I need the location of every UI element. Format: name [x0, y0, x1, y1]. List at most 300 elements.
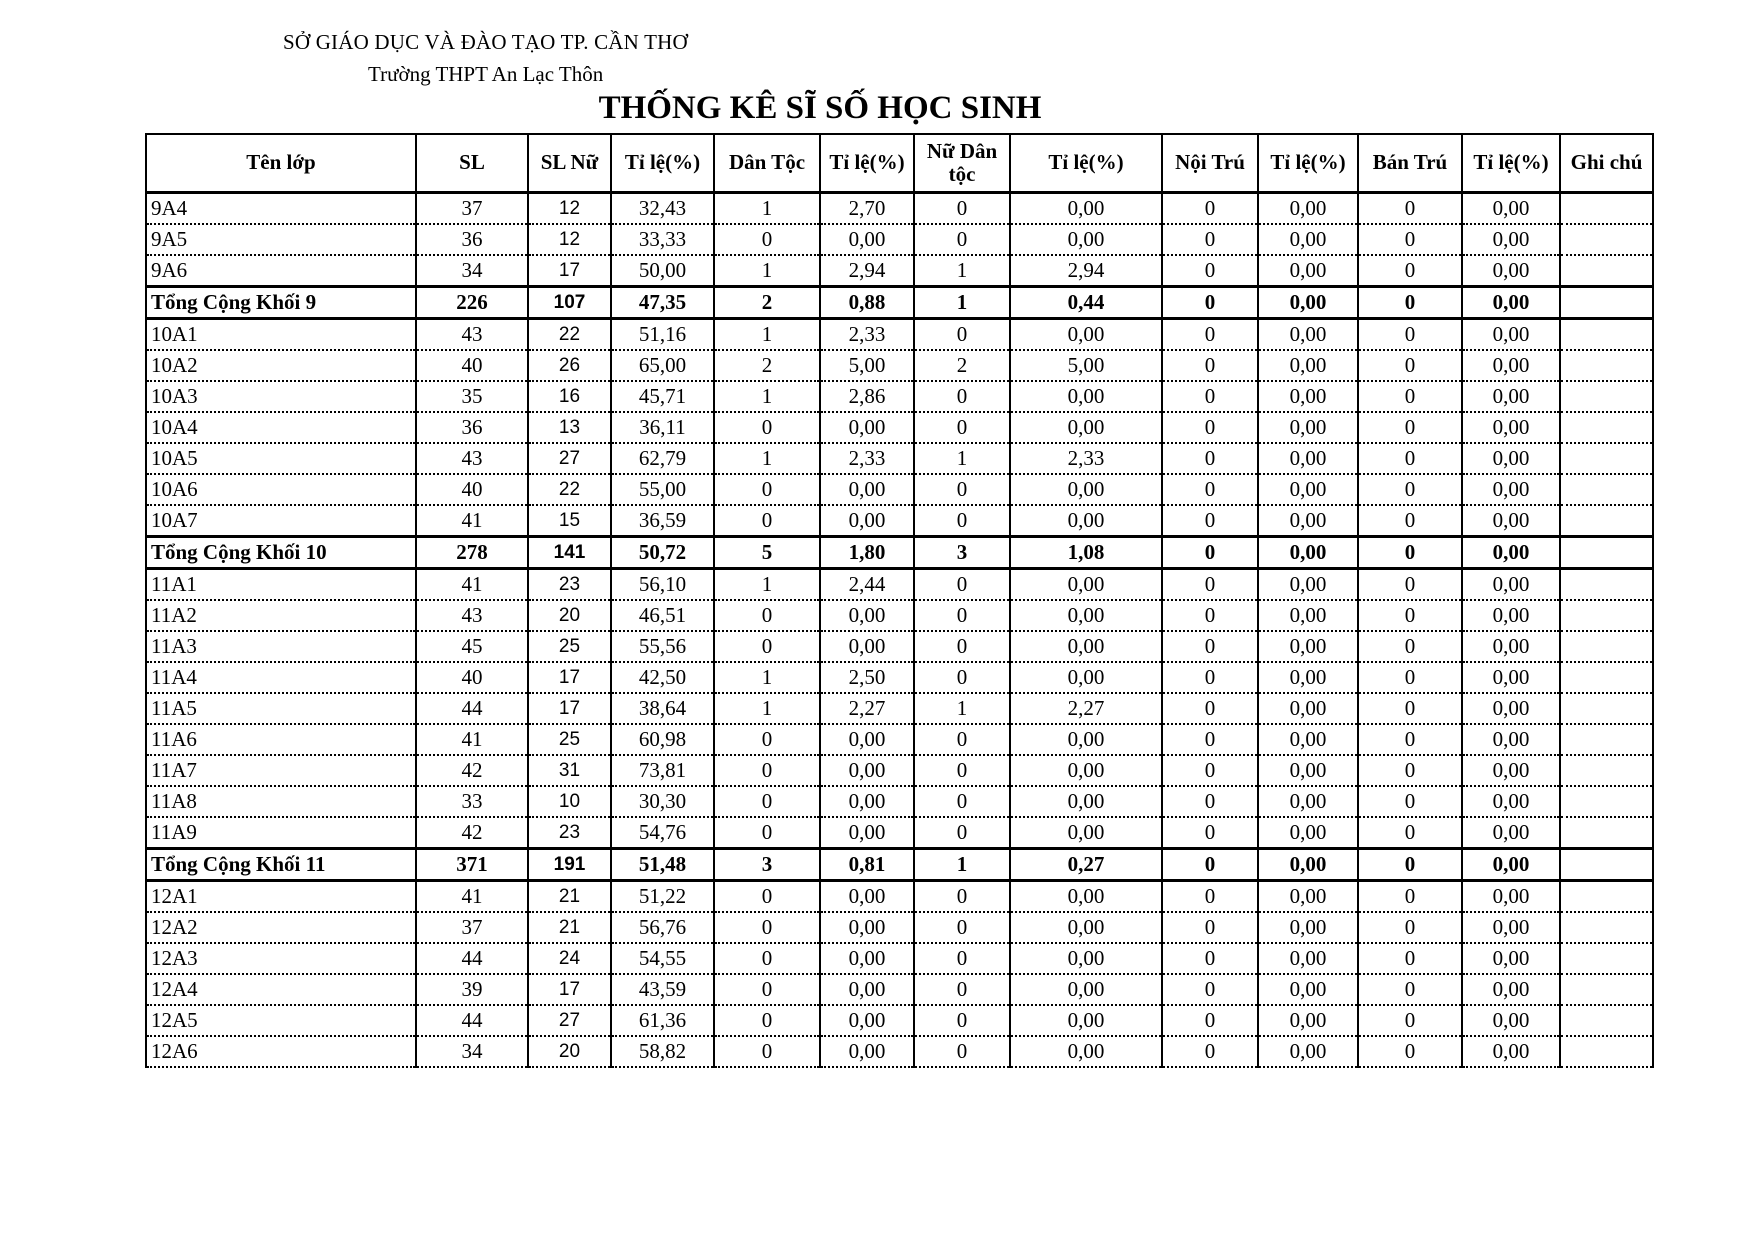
value-cell: 40 — [416, 662, 528, 693]
value-cell: 0,00 — [1462, 474, 1560, 505]
value-cell: 0 — [714, 412, 820, 443]
value-cell: 0,00 — [1258, 817, 1358, 849]
table-row — [146, 319, 1653, 351]
class-name-cell: 11A3 — [146, 631, 416, 662]
total-row — [146, 537, 1653, 569]
value-cell: 0 — [1162, 631, 1258, 662]
value-cell: 0 — [714, 505, 820, 537]
value-cell: 37 — [416, 193, 528, 225]
value-cell: 2,33 — [820, 443, 914, 474]
value-cell: 0 — [1162, 224, 1258, 255]
note-cell — [1560, 600, 1653, 631]
value-cell: 0 — [1162, 193, 1258, 225]
value-cell: 0,00 — [1462, 569, 1560, 601]
table-row — [146, 443, 1653, 474]
value-cell: 0 — [1162, 537, 1258, 569]
class-name-cell: 12A5 — [146, 1005, 416, 1036]
value-cell: 0 — [914, 381, 1010, 412]
value-cell: 0 — [1358, 350, 1462, 381]
value-cell: 0,00 — [1258, 662, 1358, 693]
value-cell: 0,00 — [1258, 193, 1358, 225]
table-row — [146, 693, 1653, 724]
value-cell: 17 — [528, 693, 611, 724]
value-cell: 0,00 — [1258, 255, 1358, 287]
value-cell: 45,71 — [611, 381, 714, 412]
class-name-cell: 10A1 — [146, 319, 416, 351]
value-cell: 27 — [528, 1005, 611, 1036]
value-cell: 0,00 — [1462, 193, 1560, 225]
value-cell: 0,00 — [1258, 350, 1358, 381]
class-name-cell: 9A6 — [146, 255, 416, 287]
class-name-cell: 11A1 — [146, 569, 416, 601]
value-cell: 0,00 — [1010, 193, 1162, 225]
value-cell: 0,00 — [820, 1036, 914, 1067]
value-cell: 43 — [416, 319, 528, 351]
value-cell: 0,00 — [1258, 537, 1358, 569]
note-cell — [1560, 412, 1653, 443]
value-cell: 17 — [528, 974, 611, 1005]
class-name-cell: 10A2 — [146, 350, 416, 381]
value-cell: 21 — [528, 912, 611, 943]
class-name-cell: 12A6 — [146, 1036, 416, 1067]
value-cell: 43 — [416, 443, 528, 474]
value-cell: 0,00 — [820, 974, 914, 1005]
value-cell: 5,00 — [820, 350, 914, 381]
class-name-cell: 10A3 — [146, 381, 416, 412]
value-cell: 0,00 — [1258, 600, 1358, 631]
value-cell: 2 — [714, 350, 820, 381]
column-header-5: Dân Tộc — [714, 134, 820, 193]
class-name-cell: 10A6 — [146, 474, 416, 505]
value-cell: 0 — [914, 724, 1010, 755]
note-cell — [1560, 569, 1653, 601]
table-row — [146, 1036, 1653, 1067]
table-row — [146, 817, 1653, 849]
value-cell: 41 — [416, 569, 528, 601]
value-cell: 0 — [1358, 381, 1462, 412]
value-cell: 0,00 — [1258, 319, 1358, 351]
value-cell: 0 — [1358, 569, 1462, 601]
value-cell: 36 — [416, 224, 528, 255]
value-cell: 50,72 — [611, 537, 714, 569]
value-cell: 47,35 — [611, 287, 714, 319]
value-cell: 65,00 — [611, 350, 714, 381]
value-cell: 0 — [1162, 817, 1258, 849]
value-cell: 0 — [914, 505, 1010, 537]
class-name-cell: 10A7 — [146, 505, 416, 537]
value-cell: 0,00 — [1258, 412, 1358, 443]
value-cell: 0 — [714, 912, 820, 943]
note-cell — [1560, 224, 1653, 255]
value-cell: 51,22 — [611, 881, 714, 913]
value-cell: 25 — [528, 631, 611, 662]
value-cell: 0,00 — [1258, 474, 1358, 505]
value-cell: 42 — [416, 817, 528, 849]
note-cell — [1560, 786, 1653, 817]
value-cell: 24 — [528, 943, 611, 974]
value-cell: 1 — [914, 287, 1010, 319]
value-cell: 0,00 — [1462, 817, 1560, 849]
value-cell: 1,08 — [1010, 537, 1162, 569]
column-header-1: Tên lớp — [146, 134, 416, 193]
value-cell: 0,00 — [820, 600, 914, 631]
value-cell: 2,44 — [820, 569, 914, 601]
note-cell — [1560, 662, 1653, 693]
value-cell: 42 — [416, 755, 528, 786]
total-row — [146, 849, 1653, 881]
value-cell: 278 — [416, 537, 528, 569]
value-cell: 0 — [1162, 693, 1258, 724]
value-cell: 0,00 — [1010, 319, 1162, 351]
value-cell: 0,00 — [820, 881, 914, 913]
value-cell: 31 — [528, 755, 611, 786]
value-cell: 0,00 — [1010, 881, 1162, 913]
table-row — [146, 786, 1653, 817]
total-label-cell: Tổng Cộng Khối 10 — [146, 537, 416, 569]
value-cell: 50,00 — [611, 255, 714, 287]
column-header-4: Tỉ lệ(%) — [611, 134, 714, 193]
value-cell: 34 — [416, 1036, 528, 1067]
value-cell: 371 — [416, 849, 528, 881]
value-cell: 0 — [1358, 849, 1462, 881]
value-cell: 0 — [1162, 943, 1258, 974]
note-cell — [1560, 943, 1653, 974]
value-cell: 1 — [714, 193, 820, 225]
value-cell: 0,00 — [1258, 943, 1358, 974]
value-cell: 2,33 — [820, 319, 914, 351]
value-cell: 0 — [714, 817, 820, 849]
value-cell: 0,00 — [1010, 662, 1162, 693]
class-name-cell: 11A5 — [146, 693, 416, 724]
value-cell: 0,00 — [1010, 974, 1162, 1005]
value-cell: 12 — [528, 224, 611, 255]
value-cell: 0 — [1162, 912, 1258, 943]
value-cell: 0,00 — [1462, 537, 1560, 569]
column-header-6: Tỉ lệ(%) — [820, 134, 914, 193]
value-cell: 1 — [714, 693, 820, 724]
value-cell: 73,81 — [611, 755, 714, 786]
value-cell: 0,00 — [1258, 569, 1358, 601]
value-cell: 34 — [416, 255, 528, 287]
note-cell — [1560, 255, 1653, 287]
value-cell: 0 — [1358, 287, 1462, 319]
value-cell: 0 — [1162, 600, 1258, 631]
value-cell: 0 — [714, 755, 820, 786]
value-cell: 46,51 — [611, 600, 714, 631]
value-cell: 0 — [1162, 319, 1258, 351]
class-name-cell: 12A3 — [146, 943, 416, 974]
value-cell: 0 — [714, 1036, 820, 1067]
note-cell — [1560, 755, 1653, 786]
value-cell: 0,00 — [1258, 443, 1358, 474]
note-cell — [1560, 881, 1653, 913]
note-cell — [1560, 817, 1653, 849]
value-cell: 43 — [416, 600, 528, 631]
value-cell: 0,00 — [1462, 287, 1560, 319]
value-cell: 0,00 — [1258, 849, 1358, 881]
value-cell: 0,00 — [1462, 443, 1560, 474]
value-cell: 51,48 — [611, 849, 714, 881]
value-cell: 17 — [528, 662, 611, 693]
value-cell: 0,00 — [820, 817, 914, 849]
note-cell — [1560, 505, 1653, 537]
value-cell: 25 — [528, 724, 611, 755]
value-cell: 0,00 — [820, 412, 914, 443]
note-cell — [1560, 319, 1653, 351]
table-row — [146, 912, 1653, 943]
value-cell: 0 — [1162, 443, 1258, 474]
table-row — [146, 193, 1653, 225]
note-cell — [1560, 849, 1653, 881]
value-cell: 2,27 — [1010, 693, 1162, 724]
note-cell — [1560, 443, 1653, 474]
value-cell: 37 — [416, 912, 528, 943]
value-cell: 0 — [1162, 350, 1258, 381]
column-header-7: Nữ Dân tộc — [914, 134, 1010, 193]
table-row — [146, 350, 1653, 381]
value-cell: 55,56 — [611, 631, 714, 662]
value-cell: 1 — [914, 693, 1010, 724]
value-cell: 0 — [1358, 319, 1462, 351]
note-cell — [1560, 193, 1653, 225]
value-cell: 0,00 — [1258, 1005, 1358, 1036]
value-cell: 22 — [528, 319, 611, 351]
value-cell: 5 — [714, 537, 820, 569]
value-cell: 0,00 — [1462, 755, 1560, 786]
value-cell: 0 — [1162, 287, 1258, 319]
value-cell: 0,00 — [1258, 881, 1358, 913]
table-row — [146, 412, 1653, 443]
value-cell: 0 — [1358, 1036, 1462, 1067]
value-cell: 0 — [914, 662, 1010, 693]
class-name-cell: 11A7 — [146, 755, 416, 786]
value-cell: 0,00 — [1462, 505, 1560, 537]
value-cell: 20 — [528, 1036, 611, 1067]
value-cell: 2 — [714, 287, 820, 319]
note-cell — [1560, 693, 1653, 724]
value-cell: 0 — [1358, 693, 1462, 724]
table-row — [146, 943, 1653, 974]
value-cell: 61,36 — [611, 1005, 714, 1036]
value-cell: 0,00 — [1462, 1036, 1560, 1067]
value-cell: 33 — [416, 786, 528, 817]
value-cell: 0,00 — [1258, 755, 1358, 786]
value-cell: 0,00 — [820, 505, 914, 537]
value-cell: 20 — [528, 600, 611, 631]
value-cell: 12 — [528, 193, 611, 225]
value-cell: 0 — [1358, 881, 1462, 913]
value-cell: 0 — [1358, 817, 1462, 849]
value-cell: 0,00 — [1258, 724, 1358, 755]
value-cell: 0 — [714, 474, 820, 505]
value-cell: 0 — [1358, 912, 1462, 943]
value-cell: 0 — [1358, 193, 1462, 225]
value-cell: 44 — [416, 943, 528, 974]
note-cell — [1560, 631, 1653, 662]
value-cell: 0,27 — [1010, 849, 1162, 881]
value-cell: 0 — [714, 974, 820, 1005]
class-name-cell: 12A1 — [146, 881, 416, 913]
value-cell: 0,00 — [1258, 693, 1358, 724]
value-cell: 43,59 — [611, 974, 714, 1005]
value-cell: 0,00 — [1010, 474, 1162, 505]
note-cell — [1560, 537, 1653, 569]
value-cell: 0 — [914, 912, 1010, 943]
value-cell: 0,00 — [820, 786, 914, 817]
value-cell: 0 — [714, 1005, 820, 1036]
value-cell: 107 — [528, 287, 611, 319]
value-cell: 0,00 — [1258, 786, 1358, 817]
value-cell: 41 — [416, 505, 528, 537]
value-cell: 0 — [1358, 505, 1462, 537]
value-cell: 15 — [528, 505, 611, 537]
value-cell: 0,00 — [1462, 943, 1560, 974]
note-cell — [1560, 724, 1653, 755]
value-cell: 0,00 — [1462, 631, 1560, 662]
total-label-cell: Tổng Cộng Khối 11 — [146, 849, 416, 881]
value-cell: 1 — [714, 662, 820, 693]
value-cell: 0 — [1162, 974, 1258, 1005]
note-cell — [1560, 974, 1653, 1005]
value-cell: 0 — [1358, 255, 1462, 287]
value-cell: 0 — [914, 881, 1010, 913]
value-cell: 54,76 — [611, 817, 714, 849]
value-cell: 0,00 — [820, 1005, 914, 1036]
value-cell: 0 — [1162, 724, 1258, 755]
value-cell: 0,00 — [1462, 319, 1560, 351]
value-cell: 0,00 — [1462, 224, 1560, 255]
value-cell: 39 — [416, 974, 528, 1005]
note-cell — [1560, 287, 1653, 319]
value-cell: 3 — [914, 537, 1010, 569]
value-cell: 2 — [914, 350, 1010, 381]
note-cell — [1560, 1036, 1653, 1067]
value-cell: 54,55 — [611, 943, 714, 974]
value-cell: 0,00 — [1258, 631, 1358, 662]
value-cell: 0 — [714, 943, 820, 974]
table-row — [146, 881, 1653, 913]
value-cell: 0,88 — [820, 287, 914, 319]
value-cell: 0,00 — [1462, 786, 1560, 817]
value-cell: 56,10 — [611, 569, 714, 601]
table-row — [146, 1005, 1653, 1036]
value-cell: 32,43 — [611, 193, 714, 225]
value-cell: 0 — [914, 412, 1010, 443]
value-cell: 1 — [714, 443, 820, 474]
value-cell: 0 — [1358, 474, 1462, 505]
value-cell: 0 — [1162, 505, 1258, 537]
value-cell: 0 — [1162, 662, 1258, 693]
value-cell: 2,27 — [820, 693, 914, 724]
table-row — [146, 631, 1653, 662]
class-name-cell: 11A9 — [146, 817, 416, 849]
value-cell: 0,00 — [1462, 381, 1560, 412]
value-cell: 36,59 — [611, 505, 714, 537]
value-cell: 191 — [528, 849, 611, 881]
value-cell: 0 — [914, 1005, 1010, 1036]
value-cell: 36,11 — [611, 412, 714, 443]
value-cell: 0 — [1162, 881, 1258, 913]
value-cell: 40 — [416, 474, 528, 505]
value-cell: 0,00 — [1258, 505, 1358, 537]
table-header-row — [146, 134, 1653, 193]
value-cell: 2,94 — [820, 255, 914, 287]
value-cell: 0,00 — [1010, 724, 1162, 755]
value-cell: 0,00 — [1258, 287, 1358, 319]
value-cell: 40 — [416, 350, 528, 381]
value-cell: 0 — [1162, 412, 1258, 443]
value-cell: 0,00 — [820, 224, 914, 255]
value-cell: 0,00 — [1462, 693, 1560, 724]
class-name-cell: 9A5 — [146, 224, 416, 255]
value-cell: 0,00 — [1462, 849, 1560, 881]
value-cell: 0,00 — [1258, 224, 1358, 255]
class-name-cell: 10A4 — [146, 412, 416, 443]
value-cell: 0,00 — [1010, 912, 1162, 943]
value-cell: 0,00 — [1010, 1005, 1162, 1036]
value-cell: 23 — [528, 817, 611, 849]
value-cell: 13 — [528, 412, 611, 443]
page-title: THỐNG KÊ SĨ SỐ HỌC SINH — [598, 90, 1042, 126]
note-cell — [1560, 1005, 1653, 1036]
value-cell: 0 — [914, 1036, 1010, 1067]
table-row — [146, 974, 1653, 1005]
value-cell: 0,00 — [1010, 631, 1162, 662]
value-cell: 41 — [416, 724, 528, 755]
value-cell: 0 — [1162, 1005, 1258, 1036]
value-cell: 0 — [1358, 786, 1462, 817]
value-cell: 0 — [914, 817, 1010, 849]
value-cell: 0 — [914, 319, 1010, 351]
value-cell: 0,00 — [820, 755, 914, 786]
value-cell: 0,00 — [1462, 724, 1560, 755]
note-cell — [1560, 474, 1653, 505]
value-cell: 0 — [1358, 662, 1462, 693]
value-cell: 0,00 — [1010, 817, 1162, 849]
column-header-8: Tỉ lệ(%) — [1010, 134, 1162, 193]
column-header-3: SL Nữ — [528, 134, 611, 193]
value-cell: 0 — [1358, 224, 1462, 255]
value-cell: 0 — [1162, 474, 1258, 505]
value-cell: 44 — [416, 1005, 528, 1036]
value-cell: 0 — [1358, 755, 1462, 786]
value-cell: 0,44 — [1010, 287, 1162, 319]
value-cell: 0 — [914, 943, 1010, 974]
value-cell: 0 — [914, 631, 1010, 662]
value-cell: 0 — [714, 224, 820, 255]
value-cell: 0 — [714, 600, 820, 631]
value-cell: 44 — [416, 693, 528, 724]
value-cell: 10 — [528, 786, 611, 817]
value-cell: 0 — [1358, 537, 1462, 569]
value-cell: 0,00 — [1462, 974, 1560, 1005]
value-cell: 0 — [914, 569, 1010, 601]
value-cell: 41 — [416, 881, 528, 913]
table-row — [146, 600, 1653, 631]
table-row — [146, 381, 1653, 412]
value-cell: 58,82 — [611, 1036, 714, 1067]
table-row — [146, 755, 1653, 786]
value-cell: 36 — [416, 412, 528, 443]
value-cell: 16 — [528, 381, 611, 412]
value-cell: 0 — [1358, 631, 1462, 662]
value-cell: 0 — [914, 224, 1010, 255]
value-cell: 56,76 — [611, 912, 714, 943]
table-row — [146, 724, 1653, 755]
value-cell: 1 — [714, 381, 820, 412]
value-cell: 0,00 — [820, 631, 914, 662]
value-cell: 0 — [1162, 255, 1258, 287]
